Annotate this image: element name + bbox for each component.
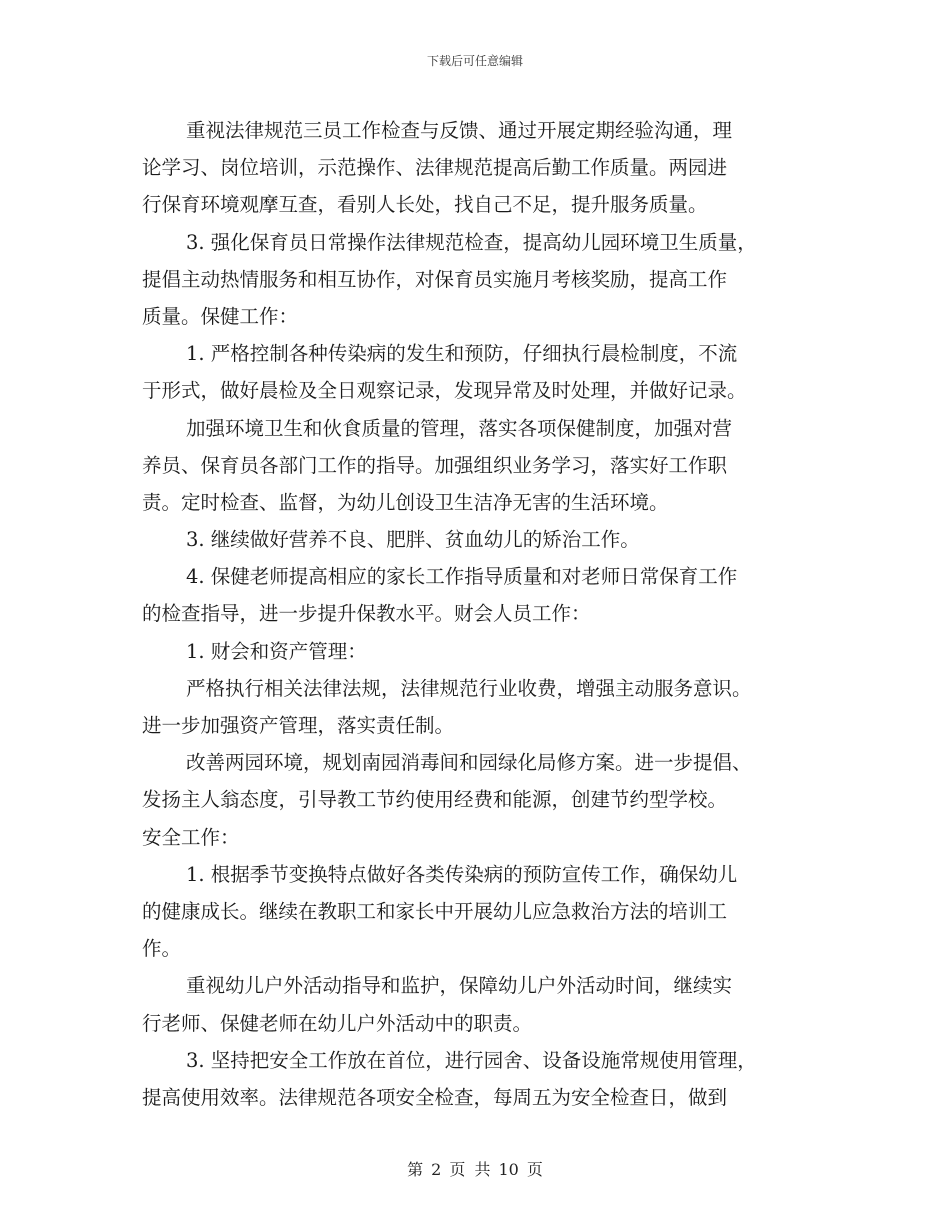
- text-line: 的健康成长。继续在教职工和家长中开展幼儿应急救治方法的培训工: [142, 899, 728, 923]
- text-line: 1. 根据季节变换特点做好各类传染病的预防宣传工作，确保幼儿: [186, 862, 738, 886]
- footer-page-number: 2: [431, 1160, 442, 1179]
- text-line: 提倡主动热情服务和相互协作，对保育员实施月考核奖励，提高工作: [142, 267, 728, 291]
- text-line: 1. 严格控制各种传染病的发生和预防，仔细执行晨检制度，不流: [186, 342, 738, 366]
- text-line: 重视法律规范三员工作检查与反馈、通过开展定期经验沟通，理: [186, 119, 733, 142]
- text-line: 4. 保健老师提高相应的家长工作指导质量和对老师日常保育工作: [186, 565, 738, 589]
- text-line: 于形式，做好晨检及全日观察记录，发现异常及时处理，并做好记录。: [142, 379, 747, 403]
- text-line: 养员、保育员各部门工作的指导。加强组织业务学习，落实好工作职: [142, 453, 728, 477]
- text-line: 作。: [142, 937, 182, 961]
- text-line: 论学习、岗位培训，示范操作、法律规范提高后勤工作质量。两园进: [142, 156, 728, 180]
- text-line: 的检查指导，进一步提升保教水平。财会人员工作：: [142, 602, 591, 626]
- text-line: 3. 继续做好营养不良、肥胖、贫血幼儿的矫治工作。: [186, 528, 640, 552]
- text-line: 严格执行相关法律法规，法律规范行业收费，增强主动服务意识。: [186, 676, 752, 700]
- text-line: 责。定时检查、监督，为幼儿创设卫生洁净无害的生活环境。: [142, 490, 669, 514]
- footer-total-pages: 10: [498, 1160, 519, 1179]
- text-line: 质量。保健工作：: [142, 304, 299, 328]
- document-body: [142, 112, 822, 1116]
- text-line: 行老师、保健老师在幼儿户外活动中的职责。: [142, 1011, 533, 1035]
- text-line: 进一步加强资产管理，落实责任制。: [142, 714, 455, 737]
- text-line: 3. 坚持把安全工作放在首位，进行园舍、设备设施常规使用管理，: [186, 1048, 757, 1072]
- footer-prefix: 第: [407, 1160, 424, 1179]
- page-header: 下载后可任意编辑: [426, 54, 523, 68]
- text-line: 行保育环境观摩互查，看别人长处，找自己不足，提升服务质量。: [142, 193, 708, 217]
- text-line: 安全工作：: [142, 825, 240, 849]
- text-line: 发扬主人翁态度，引导教工节约使用经费和能源，创建节约型学校。: [142, 788, 728, 812]
- footer-middle: 页 共: [449, 1160, 491, 1179]
- text-line: 1. 财会和资产管理：: [186, 639, 367, 663]
- text-line: 3. 强化保育员日常操作法律规范检查，提高幼儿园环境卫生质量，: [186, 230, 757, 254]
- page-footer: [0, 1157, 950, 1180]
- footer-suffix: 页: [526, 1160, 543, 1179]
- text-line: 重视幼儿户外活动指导和监护，保障幼儿户外活动时间，继续实: [186, 974, 733, 998]
- text-line: 加强环境卫生和伙食质量的管理，落实各项保健制度，加强对营: [186, 416, 733, 440]
- text-line: 改善两园环境，规划南园消毒间和园绿化局修方案。进一步提倡、: [186, 751, 752, 775]
- text-line: 提高使用效率。法律规范各项安全检查，每周五为安全检查日，做到: [142, 1085, 728, 1109]
